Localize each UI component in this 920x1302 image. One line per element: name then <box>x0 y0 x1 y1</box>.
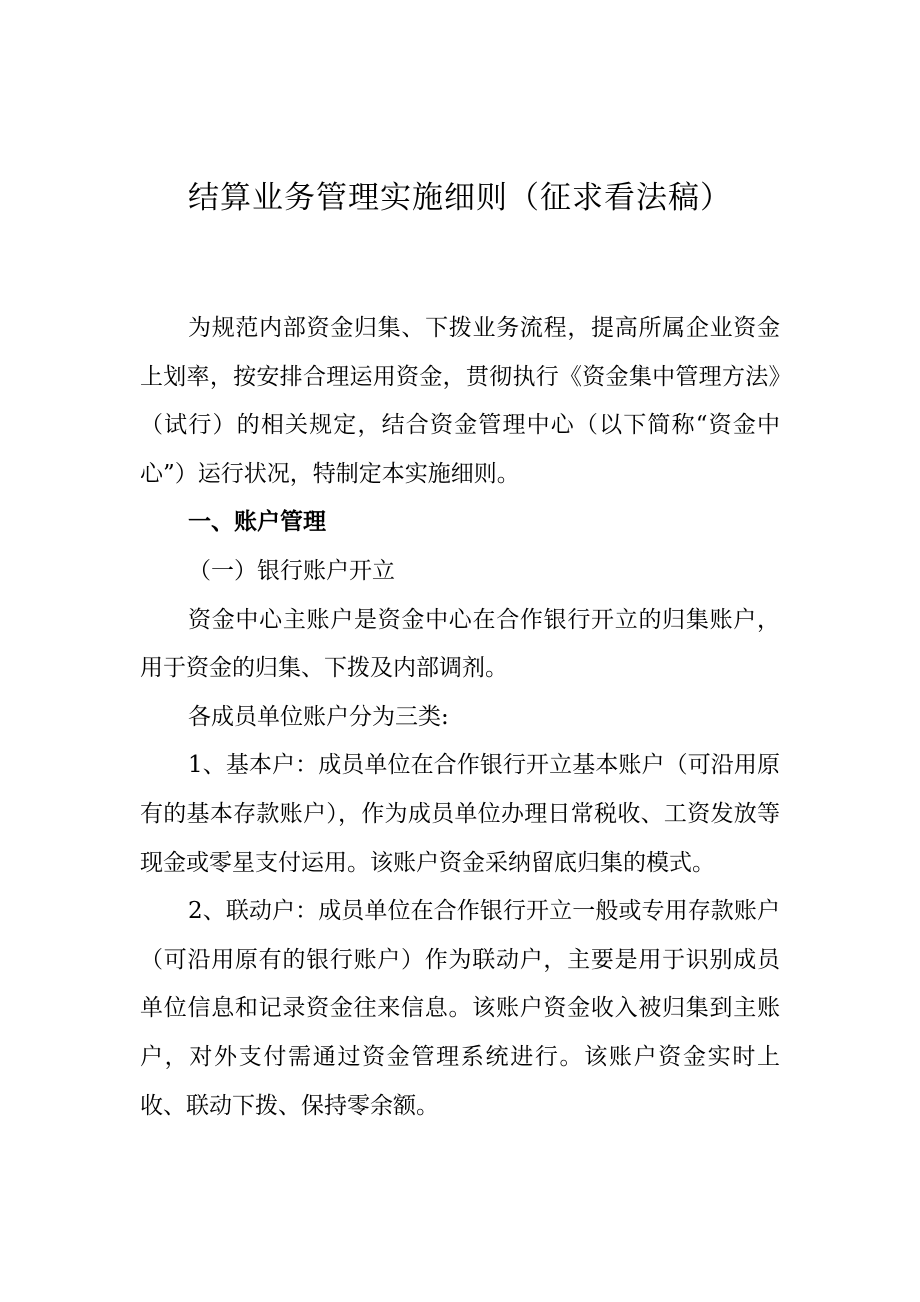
main-account-paragraph: 资金中心主账户是资金中心在合作银行开立的归集账户，用于资金的归集、下拨及内部调剂。 <box>140 606 780 682</box>
subsection-heading-bank-account-opening: （一）银行账户开立 <box>188 557 395 584</box>
basic-account-paragraph: 1、基本户：成员单位在合作银行开立基本账户（可沿用原有的基本存款账户），作为成员单位办理日常税收、工资发放等现金或零星支付运用。该账户资金采纳留底归集的模式。 <box>140 752 780 876</box>
document-title: 结算业务管理实施细则（征求看法稿） <box>188 180 732 216</box>
document-body <box>140 304 780 1130</box>
account-types-intro: 各成员单位账户分为三类: <box>188 703 449 730</box>
intro-paragraph: 为规范内部资金归集、下拨业务流程，提高所属企业资金上划率，按安排合理运用资金，贯彻执行《资金集中管理方法》（试行）的相关规定，结合资金管理中心（以下简称“资金中心”）运行状况，特制定本实施细则。 <box>140 315 780 487</box>
linked-account-paragraph: 2、联动户：成员单位在合作银行开立一般或专用存款账户（可沿用原有的银行账户）作为联动户，主要是用于识别成员单位信息和记录资金往来信息。该账户资金收入被归集到主账户，对外支付需通过资金管理系统进行。该账户资金实时上收、联动下拨、保持零余额。 <box>140 898 780 1119</box>
section-heading-account-management: 一、账户管理 <box>188 508 326 536</box>
